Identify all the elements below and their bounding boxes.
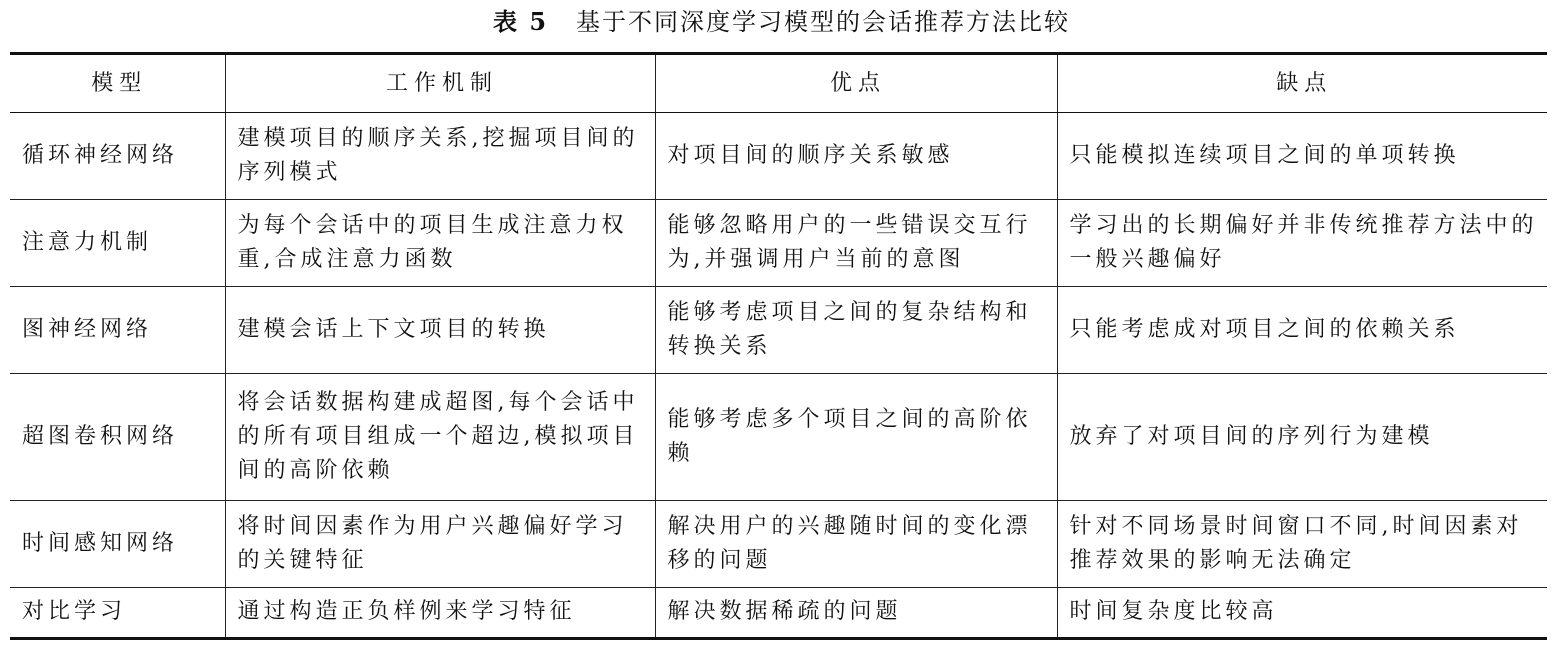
cell-mechanism: 为每个会话中的项目生成注意力权重,合成注意力函数 (225, 199, 655, 286)
comparison-table (10, 52, 1547, 640)
cell-disadvantages: 针对不同场景时间窗口不同,时间因素对推荐效果的影响无法确定 (1057, 500, 1547, 587)
table-caption-title: 基于不同深度学习模型的会话推荐方法比较 (576, 8, 1071, 36)
cell-disadvantages: 时间复杂度比较高 (1057, 587, 1547, 638)
cell-model: 注意力机制 (10, 199, 225, 286)
cell-advantages: 能够考虑项目之间的复杂结构和转换关系 (655, 286, 1057, 373)
cell-mechanism: 建模项目的顺序关系,挖掘项目间的序列模式 (225, 113, 655, 200)
table-row (10, 500, 1547, 587)
cell-disadvantages: 只能模拟连续项目之间的单项转换 (1057, 113, 1547, 200)
cell-mechanism: 将会话数据构建成超图,每个会话中的所有项目组成一个超边,模拟项目间的高阶依赖 (225, 373, 655, 500)
table-row (10, 286, 1547, 373)
cell-advantages: 解决数据稀疏的问题 (655, 587, 1057, 638)
table-row (10, 587, 1547, 638)
cell-mechanism: 通过构造正负样例来学习特征 (225, 587, 655, 638)
cell-model: 对比学习 (10, 587, 225, 638)
cell-model: 循环神经网络 (10, 113, 225, 200)
cell-disadvantages: 放弃了对项目间的序列行为建模 (1057, 373, 1547, 500)
table-caption-label: 表 5 (492, 7, 549, 36)
table-row (10, 113, 1547, 200)
header-mechanism: 工作机制 (225, 54, 655, 113)
cell-disadvantages: 只能考虑成对项目之间的依赖关系 (1057, 286, 1547, 373)
cell-advantages: 对项目间的顺序关系敏感 (655, 113, 1057, 200)
cell-advantages: 解决用户的兴趣随时间的变化漂移的问题 (655, 500, 1057, 587)
cell-advantages: 能够忽略用户的一些错误交互行为,并强调用户当前的意图 (655, 199, 1057, 286)
table-header-row (10, 54, 1547, 113)
header-disadvantages: 缺点 (1057, 54, 1547, 113)
table-row (10, 199, 1547, 286)
table-row (10, 373, 1547, 500)
cell-mechanism: 将时间因素作为用户兴趣偏好学习的关键特征 (225, 500, 655, 587)
cell-model: 时间感知网络 (10, 500, 225, 587)
header-advantages: 优点 (655, 54, 1057, 113)
table-caption (0, 4, 1563, 40)
header-model: 模型 (10, 54, 225, 113)
cell-mechanism: 建模会话上下文项目的转换 (225, 286, 655, 373)
cell-advantages: 能够考虑多个项目之间的高阶依赖 (655, 373, 1057, 500)
cell-model: 超图卷积网络 (10, 373, 225, 500)
cell-disadvantages: 学习出的长期偏好并非传统推荐方法中的一般兴趣偏好 (1057, 199, 1547, 286)
cell-model: 图神经网络 (10, 286, 225, 373)
